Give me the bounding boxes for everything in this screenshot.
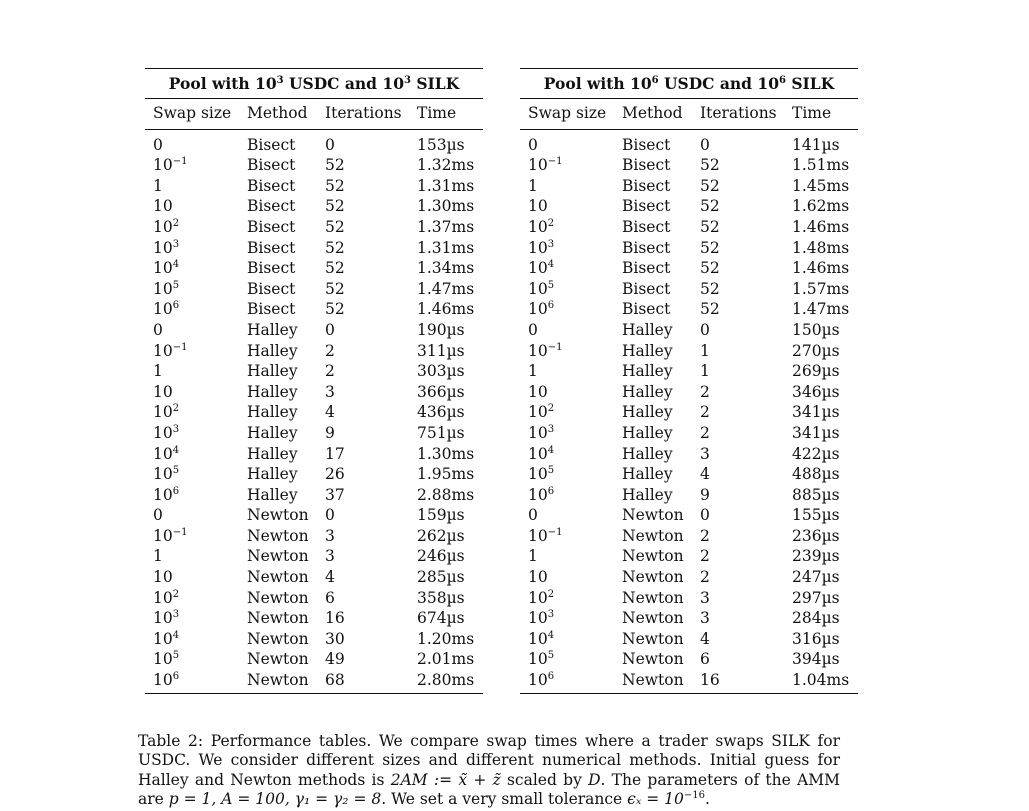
- time-cell: 366µs: [417, 382, 465, 401]
- method-cell: Newton: [247, 650, 309, 669]
- performance-table-large-pool: [520, 68, 858, 694]
- table-row: [145, 485, 483, 506]
- time-cell: 297µs: [792, 588, 840, 607]
- swap-size-cell: 10: [528, 568, 548, 587]
- swap-size-cell: $10^4$: [528, 629, 555, 648]
- iterations-cell: 52: [325, 279, 345, 298]
- time-cell: 1.45ms: [792, 176, 850, 195]
- swap-size-cell: $10^2$: [153, 403, 180, 422]
- time-cell: 316µs: [792, 629, 840, 648]
- swap-size-cell: 1: [153, 547, 163, 566]
- table-row: [520, 129, 858, 155]
- table-title: Pool with $10^3$ USDC and $10^3$ SILK: [145, 69, 483, 99]
- method-cell: Halley: [247, 382, 298, 401]
- table-row: [145, 526, 483, 547]
- iterations-cell: 16: [325, 609, 345, 628]
- method-cell: Newton: [247, 568, 309, 587]
- table-row: [520, 423, 858, 444]
- iterations-cell: 3: [325, 382, 335, 401]
- table-row: [520, 485, 858, 506]
- swap-size-cell: $10^6$: [528, 485, 555, 504]
- table-row: [145, 196, 483, 217]
- swap-size-cell: $10^{-1}$: [528, 156, 563, 175]
- method-cell: Bisect: [622, 238, 671, 257]
- time-cell: 751µs: [417, 423, 465, 442]
- swap-size-cell: $10^6$: [153, 485, 180, 504]
- swap-size-cell: $10^3$: [528, 609, 555, 628]
- col-header-iterations: Iterations: [317, 99, 409, 130]
- swap-size-cell: 10: [528, 382, 548, 401]
- method-cell: Newton: [247, 506, 309, 525]
- method-cell: Bisect: [622, 217, 671, 236]
- time-cell: 1.48ms: [792, 238, 850, 257]
- time-cell: 190µs: [417, 320, 465, 339]
- time-cell: 1.62ms: [792, 197, 850, 216]
- method-cell: Halley: [622, 423, 673, 442]
- time-cell: 269µs: [792, 362, 840, 381]
- swap-size-cell: $10^5$: [153, 279, 180, 298]
- iterations-cell: 3: [700, 444, 710, 463]
- table-row: [145, 341, 483, 362]
- method-cell: Bisect: [622, 300, 671, 319]
- table-row: [520, 238, 858, 259]
- iterations-cell: 3: [325, 526, 335, 545]
- iterations-cell: 52: [325, 259, 345, 278]
- iterations-cell: 0: [325, 506, 335, 525]
- table-row: [520, 505, 858, 526]
- swap-size-cell: $10^4$: [153, 259, 180, 278]
- col-header-method: Method: [614, 99, 692, 130]
- table-row: [145, 279, 483, 300]
- table-row: [145, 155, 483, 176]
- iterations-cell: 52: [325, 217, 345, 236]
- iterations-cell: 2: [700, 547, 710, 566]
- table-row: [520, 299, 858, 320]
- time-cell: 303µs: [417, 362, 465, 381]
- method-cell: Newton: [622, 650, 684, 669]
- swap-size-cell: $10^{-1}$: [153, 156, 188, 175]
- iterations-cell: 52: [325, 300, 345, 319]
- method-cell: Bisect: [247, 217, 296, 236]
- method-cell: Halley: [247, 423, 298, 442]
- table-row: [145, 444, 483, 465]
- table-row: [520, 670, 858, 693]
- swap-size-cell: $10^6$: [528, 300, 555, 319]
- swap-size-cell: $10^6$: [520, 670, 614, 693]
- method-cell: Halley: [247, 341, 298, 360]
- table-row: [520, 382, 858, 403]
- iterations-cell: 52: [325, 238, 345, 257]
- iterations-cell: 30: [325, 629, 345, 648]
- swap-size-cell: $10^2$: [528, 217, 555, 236]
- swap-size-cell: 0: [528, 506, 538, 525]
- time-cell: 394µs: [792, 650, 840, 669]
- iterations-cell: 9: [325, 423, 335, 442]
- table-row: [145, 588, 483, 609]
- method-cell: Halley: [622, 465, 673, 484]
- time-cell: 1.46ms: [792, 259, 850, 278]
- time-cell: 246µs: [417, 547, 465, 566]
- method-cell: Newton: [622, 609, 684, 628]
- method-cell: Bisect: [247, 197, 296, 216]
- iterations-cell: 9: [700, 485, 710, 504]
- time-cell: 341µs: [792, 403, 840, 422]
- iterations-cell: 52: [700, 217, 720, 236]
- iterations-cell: 0: [325, 320, 335, 339]
- swap-size-cell: 10: [153, 568, 173, 587]
- method-cell: Halley: [622, 320, 673, 339]
- time-cell: 346µs: [792, 382, 840, 401]
- iterations-cell: 52: [700, 156, 720, 175]
- iterations-cell: 3: [325, 547, 335, 566]
- table-row: [145, 464, 483, 485]
- time-cell: 1.47ms: [792, 300, 850, 319]
- time-cell: 2.01ms: [417, 650, 475, 669]
- iterations-cell: 0: [700, 320, 710, 339]
- method-cell: Halley: [247, 444, 298, 463]
- method-cell: Bisect: [622, 279, 671, 298]
- iterations-cell: 17: [325, 444, 345, 463]
- table-row: [145, 649, 483, 670]
- table-row: [520, 155, 858, 176]
- table-row: [145, 505, 483, 526]
- time-cell: 153µs: [417, 135, 465, 154]
- method-cell: Newton: [614, 670, 692, 693]
- iterations-cell: 0: [325, 135, 335, 154]
- table-row: [145, 361, 483, 382]
- iterations-cell: 4: [700, 465, 710, 484]
- time-cell: 2.88ms: [417, 485, 475, 504]
- iterations-cell: 52: [700, 259, 720, 278]
- swap-size-cell: 0: [153, 320, 163, 339]
- swap-size-cell: $10^5$: [528, 465, 555, 484]
- table-row: [520, 258, 858, 279]
- method-cell: Newton: [622, 506, 684, 525]
- swap-size-cell: $10^2$: [153, 588, 180, 607]
- method-cell: Newton: [239, 670, 317, 693]
- time-cell: 885µs: [792, 485, 840, 504]
- col-header-swap-size: Swap size: [145, 99, 239, 130]
- table-row: [145, 382, 483, 403]
- time-cell: 341µs: [792, 423, 840, 442]
- iterations-cell: 6: [700, 650, 710, 669]
- method-cell: Bisect: [622, 176, 671, 195]
- table-row: [145, 129, 483, 155]
- time-cell: 1.51ms: [792, 156, 850, 175]
- swap-size-cell: $10^5$: [153, 465, 180, 484]
- time-cell: 141µs: [792, 135, 840, 154]
- table-row: [520, 361, 858, 382]
- table-row: [145, 299, 483, 320]
- col-header-swap-size: Swap size: [520, 99, 614, 130]
- table-row: [145, 217, 483, 238]
- time-cell: 150µs: [792, 320, 840, 339]
- swap-size-cell: $10^3$: [528, 423, 555, 442]
- table-row: [145, 608, 483, 629]
- table-row: [520, 546, 858, 567]
- iterations-cell: 16: [692, 670, 784, 693]
- iterations-cell: 6: [325, 588, 335, 607]
- method-cell: Halley: [622, 444, 673, 463]
- time-cell: 1.31ms: [417, 176, 475, 195]
- time-cell: 1.57ms: [792, 279, 850, 298]
- table-row: [145, 629, 483, 650]
- method-cell: Halley: [247, 320, 298, 339]
- iterations-cell: 2: [700, 382, 710, 401]
- swap-size-cell: $10^{-1}$: [153, 526, 188, 545]
- swap-size-cell: $10^6$: [153, 300, 180, 319]
- time-cell: 236µs: [792, 526, 840, 545]
- swap-size-cell: 1: [153, 176, 163, 195]
- swap-size-cell: 0: [153, 506, 163, 525]
- table-row: [520, 608, 858, 629]
- iterations-cell: 52: [325, 156, 345, 175]
- table-row: [145, 238, 483, 259]
- method-cell: Bisect: [247, 259, 296, 278]
- table-row: [520, 279, 858, 300]
- time-cell: 159µs: [417, 506, 465, 525]
- method-cell: Halley: [247, 485, 298, 504]
- swap-size-cell: $10^3$: [153, 609, 180, 628]
- iterations-cell: 0: [700, 135, 710, 154]
- method-cell: Newton: [247, 547, 309, 566]
- table-caption: Table 2: Performance tables. We compare swap times where a trader swaps SILK for USDC. We consider different sizes and different numerical methods. Initial guess for Halley and Newton methods is 2AM := x̃ + z̃ scaled by D. The parameters of the AMM are p = 1, A = 100, γ₁ = γ₂ = 8. We set a very small tolerance $\epsilon_x = 10^{-16}$.: [138, 731, 840, 809]
- method-cell: Newton: [247, 526, 309, 545]
- table-row: [520, 196, 858, 217]
- time-cell: 1.46ms: [417, 300, 475, 319]
- iterations-cell: 26: [325, 465, 345, 484]
- table-row: [145, 670, 483, 693]
- time-cell: 1.95ms: [417, 465, 475, 484]
- swap-size-cell: $10^5$: [153, 650, 180, 669]
- iterations-cell: 4: [325, 568, 335, 587]
- method-cell: Bisect: [247, 238, 296, 257]
- time-cell: 1.37ms: [417, 217, 475, 236]
- table-row: [520, 320, 858, 341]
- swap-size-cell: 0: [153, 135, 163, 154]
- table-row: [520, 629, 858, 650]
- table-row: [145, 176, 483, 197]
- swap-size-cell: $10^4$: [528, 259, 555, 278]
- method-cell: Bisect: [622, 156, 671, 175]
- time-cell: 270µs: [792, 341, 840, 360]
- swap-size-cell: $10^{-1}$: [153, 341, 188, 360]
- swap-size-cell: $10^5$: [528, 279, 555, 298]
- swap-size-cell: $10^4$: [528, 444, 555, 463]
- time-cell: 1.30ms: [417, 444, 475, 463]
- iterations-cell: 2: [700, 423, 710, 442]
- method-cell: Bisect: [247, 135, 296, 154]
- time-cell: 2.80ms: [409, 670, 483, 693]
- time-cell: 285µs: [417, 568, 465, 587]
- method-cell: Newton: [622, 568, 684, 587]
- iterations-cell: 2: [325, 341, 335, 360]
- swap-size-cell: $10^3$: [528, 238, 555, 257]
- swap-size-cell: $10^3$: [153, 238, 180, 257]
- time-cell: 262µs: [417, 526, 465, 545]
- table-row: [520, 217, 858, 238]
- swap-size-cell: $10^4$: [153, 444, 180, 463]
- time-cell: 1.30ms: [417, 197, 475, 216]
- table-row: [520, 176, 858, 197]
- time-cell: 674µs: [417, 609, 465, 628]
- table-row: [145, 567, 483, 588]
- swap-size-cell: $10^6$: [145, 670, 239, 693]
- method-cell: Bisect: [247, 279, 296, 298]
- iterations-cell: 52: [700, 238, 720, 257]
- swap-size-cell: $10^2$: [153, 217, 180, 236]
- table-row: [145, 258, 483, 279]
- iterations-cell: 37: [325, 485, 345, 504]
- swap-size-cell: $10^4$: [153, 629, 180, 648]
- table-row: [520, 649, 858, 670]
- time-cell: 1.46ms: [792, 217, 850, 236]
- method-cell: Bisect: [247, 300, 296, 319]
- iterations-cell: 52: [700, 176, 720, 195]
- swap-size-cell: 0: [528, 320, 538, 339]
- method-cell: Newton: [247, 609, 309, 628]
- method-cell: Halley: [622, 403, 673, 422]
- time-cell: 1.31ms: [417, 238, 475, 257]
- time-cell: 311µs: [417, 341, 465, 360]
- iterations-cell: 68: [317, 670, 409, 693]
- method-cell: Newton: [622, 588, 684, 607]
- time-cell: 436µs: [417, 403, 465, 422]
- table-title: Pool with $10^6$ USDC and $10^6$ SILK: [520, 69, 858, 99]
- iterations-cell: 52: [325, 176, 345, 195]
- iterations-cell: 49: [325, 650, 345, 669]
- swap-size-cell: $10^2$: [528, 588, 555, 607]
- method-cell: Halley: [622, 485, 673, 504]
- swap-size-cell: $10^2$: [528, 403, 555, 422]
- iterations-cell: 4: [700, 629, 710, 648]
- method-cell: Bisect: [247, 156, 296, 175]
- iterations-cell: 52: [325, 197, 345, 216]
- method-cell: Halley: [622, 341, 673, 360]
- swap-size-cell: 1: [153, 362, 163, 381]
- method-cell: Halley: [247, 403, 298, 422]
- time-cell: 239µs: [792, 547, 840, 566]
- time-cell: 247µs: [792, 568, 840, 587]
- table-row: [520, 341, 858, 362]
- method-cell: Newton: [622, 526, 684, 545]
- method-cell: Halley: [622, 382, 673, 401]
- time-cell: 284µs: [792, 609, 840, 628]
- iterations-cell: 52: [700, 279, 720, 298]
- iterations-cell: 1: [700, 362, 710, 381]
- swap-size-cell: $10^5$: [528, 650, 555, 669]
- method-cell: Bisect: [622, 197, 671, 216]
- swap-size-cell: 1: [528, 362, 538, 381]
- table-row: [520, 464, 858, 485]
- method-cell: Halley: [247, 465, 298, 484]
- iterations-cell: 4: [325, 403, 335, 422]
- time-cell: 1.20ms: [417, 629, 475, 648]
- table-row: [520, 444, 858, 465]
- iterations-cell: 3: [700, 609, 710, 628]
- swap-size-cell: 1: [528, 547, 538, 566]
- iterations-cell: 1: [700, 341, 710, 360]
- time-cell: 1.04ms: [784, 670, 858, 693]
- method-cell: Halley: [247, 362, 298, 381]
- iterations-cell: 2: [700, 526, 710, 545]
- time-cell: 155µs: [792, 506, 840, 525]
- iterations-cell: 2: [700, 403, 710, 422]
- swap-size-cell: $10^{-1}$: [528, 341, 563, 360]
- swap-size-cell: 0: [528, 135, 538, 154]
- table-row: [520, 567, 858, 588]
- method-cell: Bisect: [622, 135, 671, 154]
- time-cell: 422µs: [792, 444, 840, 463]
- table-row: [145, 320, 483, 341]
- table-row: [145, 402, 483, 423]
- time-cell: 358µs: [417, 588, 465, 607]
- method-cell: Newton: [622, 547, 684, 566]
- time-cell: 1.47ms: [417, 279, 475, 298]
- method-cell: Newton: [247, 629, 309, 648]
- swap-size-cell: $10^{-1}$: [528, 526, 563, 545]
- swap-size-cell: 10: [528, 197, 548, 216]
- iterations-cell: 2: [325, 362, 335, 381]
- method-cell: Newton: [622, 629, 684, 648]
- swap-size-cell: 1: [528, 176, 538, 195]
- performance-table-small-pool: [145, 68, 483, 694]
- swap-size-cell: 10: [153, 382, 173, 401]
- col-header-method: Method: [239, 99, 317, 130]
- table-row: [520, 402, 858, 423]
- time-cell: 1.34ms: [417, 259, 475, 278]
- col-header-time: Time: [784, 99, 858, 130]
- time-cell: 488µs: [792, 465, 840, 484]
- iterations-cell: 0: [700, 506, 710, 525]
- method-cell: Bisect: [622, 259, 671, 278]
- iterations-cell: 2: [700, 568, 710, 587]
- table-row: [145, 423, 483, 444]
- table-row: [145, 546, 483, 567]
- table-row: [520, 588, 858, 609]
- method-cell: Bisect: [247, 176, 296, 195]
- iterations-cell: 52: [700, 300, 720, 319]
- method-cell: Newton: [247, 588, 309, 607]
- time-cell: 1.32ms: [417, 156, 475, 175]
- method-cell: Halley: [622, 362, 673, 381]
- iterations-cell: 3: [700, 588, 710, 607]
- iterations-cell: 52: [700, 197, 720, 216]
- swap-size-cell: $10^3$: [153, 423, 180, 442]
- swap-size-cell: 10: [153, 197, 173, 216]
- table-row: [520, 526, 858, 547]
- col-header-iterations: Iterations: [692, 99, 784, 130]
- col-header-time: Time: [409, 99, 483, 130]
